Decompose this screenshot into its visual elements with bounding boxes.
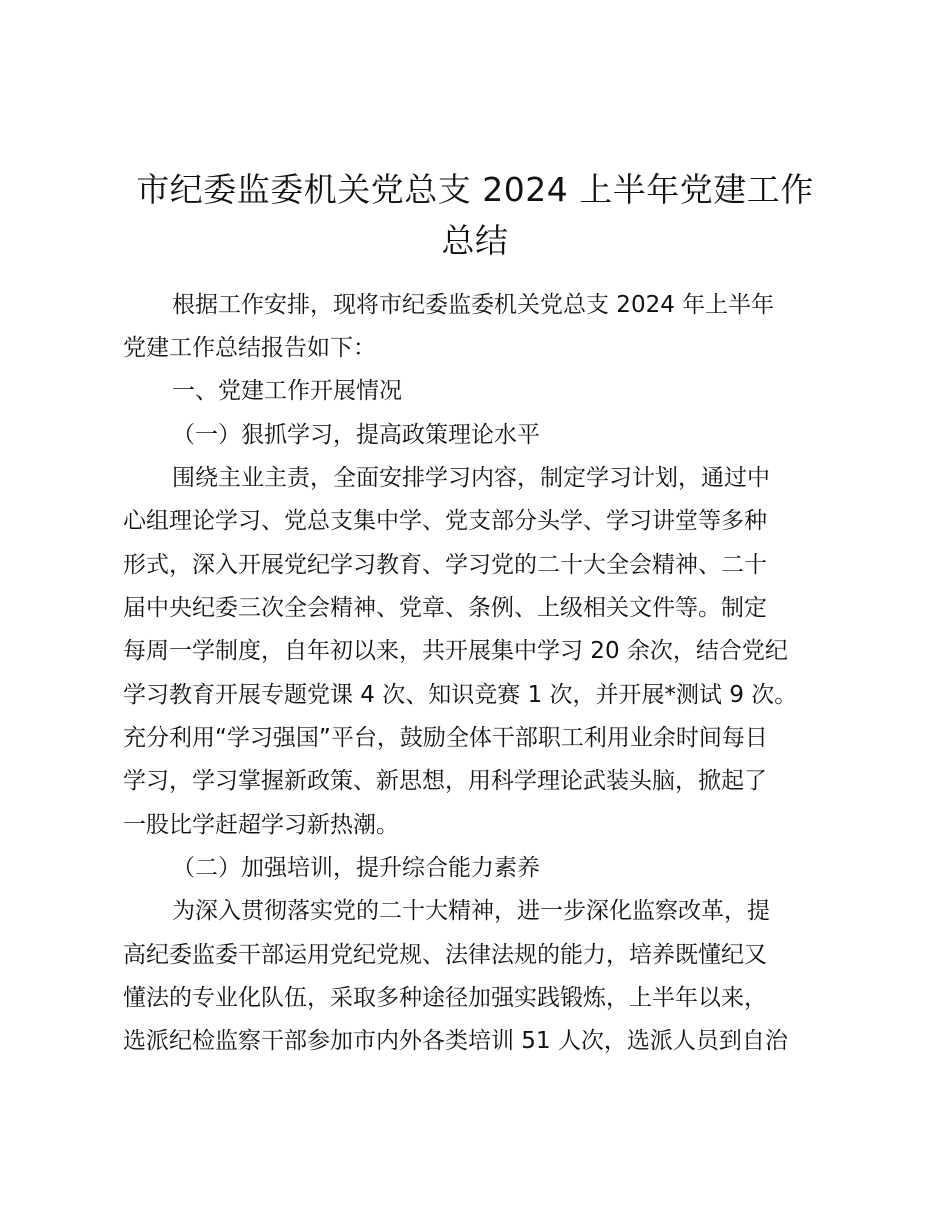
body-line: 心组理论学习、党总支集中学、党支部分头学、学习讲堂等多种 (123, 508, 767, 534)
body-line: 懂法的专业化队伍，采取多种途径加强实践锻炼，上半年以来， (123, 985, 767, 1011)
body-line: 届中央纪委三次全会精神、党章、条例、上级相关文件等。制定 (123, 595, 767, 621)
body-line: 学习教育开展专题党课 4 次、知识竞赛 1 次，并开展*测试 9 次。 (123, 682, 798, 708)
body-line: 充分利用“学习强国”平台，鼓励全体干部职工利用业余时间每日 (123, 725, 768, 751)
body-line: 围绕主业主责，全面安排学习内容，制定学习计划，通过中 (172, 465, 770, 491)
section-heading: 一、党建工作开展情况 (172, 378, 402, 404)
title-line: 总结 (441, 221, 509, 260)
body-line: 高纪委监委干部运用党纪党规、法律法规的能力，培养既懂纪又 (123, 942, 767, 968)
body-line: 学习，学习掌握新政策、新思想，用科学理论武装头脑，掀起了 (123, 768, 767, 794)
body-line: 选派纪检监察干部参加市内外各类培训 51 人次，选派人员到自治 (123, 1028, 788, 1054)
body-line: 形式，深入开展党纪学习教育、学习党的二十大全会精神、二十 (123, 552, 767, 578)
subsection-heading: （一）狠抓学习，提高政策理论水平 (172, 422, 540, 448)
document-title (110, 164, 840, 266)
body-line: 党建工作总结报告如下： (123, 335, 376, 361)
title-line: 市纪委监委机关党总支 2024 上半年党建工作 (136, 170, 814, 209)
body-line: 根据工作安排，现将市纪委监委机关党总支 2024 年上半年 (172, 292, 775, 318)
body-line: 每周一学制度，自年初以来，共开展集中学习 20 余次，结合党纪 (123, 638, 788, 664)
subsection-heading: （二）加强培训，提升综合能力素养 (172, 855, 540, 881)
body-line: 一股比学赶超学习新热潮。 (123, 812, 399, 838)
body-line: 为深入贯彻落实党的二十大精神，进一步深化监察改革，提 (172, 898, 770, 924)
